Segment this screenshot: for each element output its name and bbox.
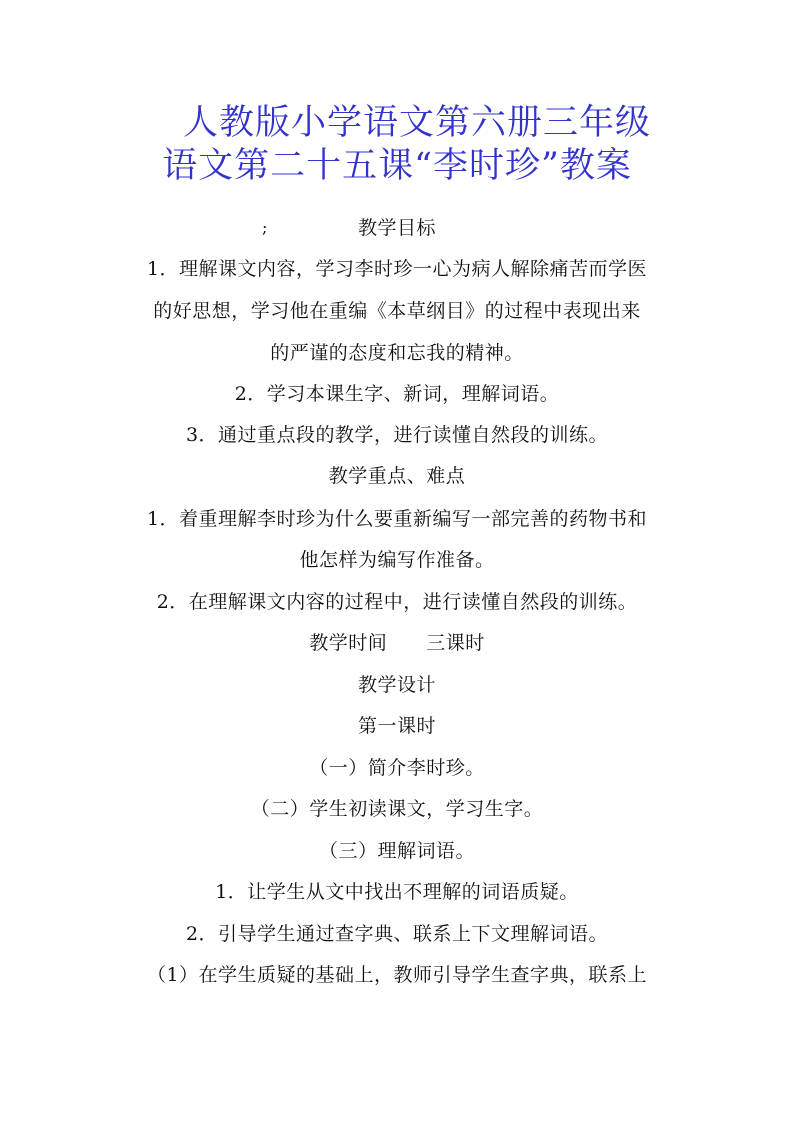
body-line: 2．引导学生通过查字典、联系上下文理解词语。 bbox=[185, 923, 609, 945]
body-line: 1．着重理解李时珍为什么要重新编写一部完善的药物书和 bbox=[146, 508, 648, 530]
section-heading-objectives: 教学目标 bbox=[357, 217, 436, 239]
section-heading-time: 教学时间 三课时 bbox=[309, 632, 485, 654]
body-line: 2．在理解课文内容的过程中，进行读懂自然段的训练。 bbox=[156, 591, 638, 613]
body-line: 他怎样为编写作准备。 bbox=[299, 549, 495, 571]
section-heading-first-lesson: 第一课时 bbox=[357, 715, 436, 737]
body-line: （二）学生初读课文，学习生字。 bbox=[250, 798, 544, 820]
body-line: （三）理解词语。 bbox=[318, 840, 475, 862]
body-line: 的严谨的态度和忘我的精神。 bbox=[270, 342, 524, 364]
section-heading-key-points: 教学重点、难点 bbox=[328, 465, 466, 487]
body-line: 3．通过重点段的教学，进行读懂自然段的训练。 bbox=[185, 424, 609, 446]
document-title-line-1: 人教版小学语文第六册三年级 bbox=[182, 103, 651, 143]
body-line: 1．让学生从文中找出不理解的词语质疑。 bbox=[215, 881, 579, 903]
body-line: 1．理解课文内容，学习李时珍一心为病人解除痛苦而学医 bbox=[146, 258, 648, 280]
body-line: （一）简介李时珍。 bbox=[309, 757, 485, 779]
body-line: （1）在学生质疑的基础上，教师引导学生查字典，联系上 bbox=[146, 964, 648, 986]
body-line: 的好思想，学习他在重编《本草纲目》的过程中表现出来 bbox=[153, 300, 641, 322]
document-title-line-2: 语文第二十五课“李时珍”教案 bbox=[162, 146, 632, 186]
body-line: 2．学习本课生字、新词，理解词语。 bbox=[234, 383, 560, 405]
stray-semicolon: ; bbox=[262, 218, 268, 237]
section-heading-design: 教学设计 bbox=[357, 674, 436, 696]
